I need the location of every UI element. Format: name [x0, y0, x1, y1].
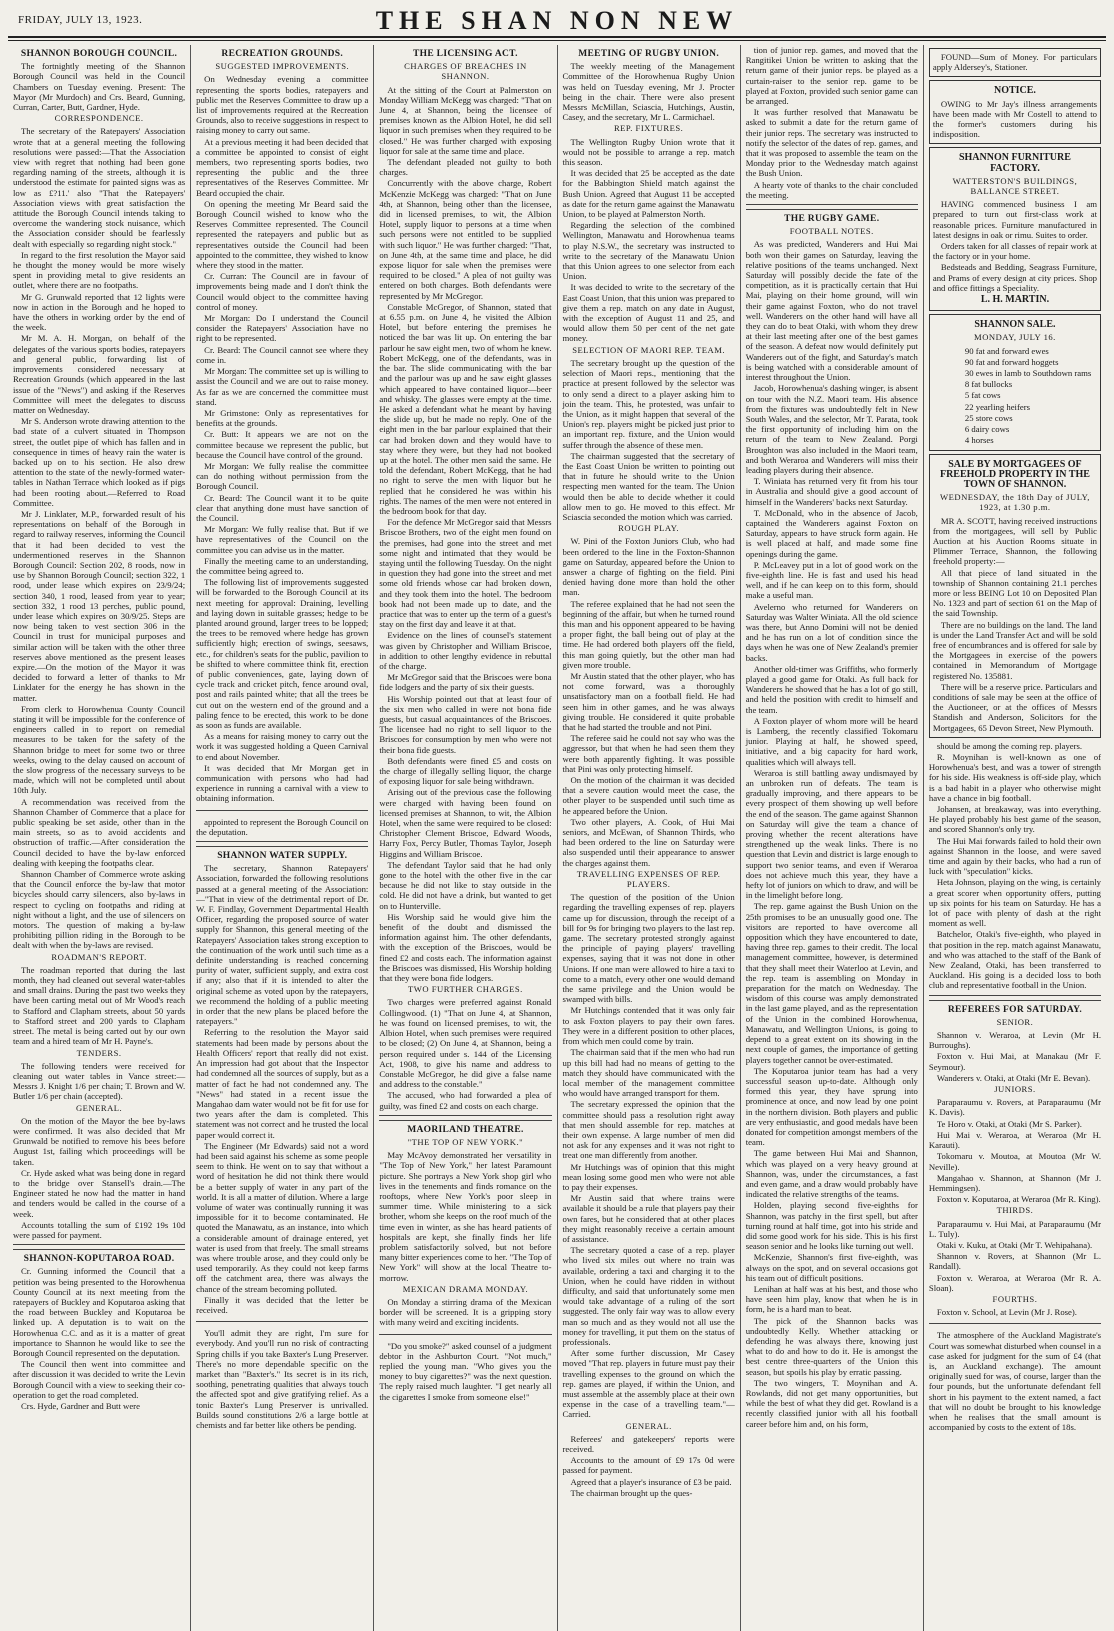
- article-paragraph: Agreed that a player's insurance of £3 be paid.: [570, 1476, 732, 1487]
- referee-entry: Mangahao v. Shannon, at Shannon (Mr J. Hemmingsen).: [928, 1172, 1102, 1193]
- article-paragraph: The referee explained that he had not seen the beginning of the affair, but when he turned round this man and his opponent appeared to be having a proper fight, the ball being out of play at the time. He had ordered both players off the field, this man going quietly, but the other man had given more trouble.: [562, 598, 735, 670]
- article-paragraph: Heta Johnson, playing on the wing, is certainly a great scorer when opportunity offers, putting up six points for his team on Saturday. He has a lot of pace with plenty of dash at the right moment as well.: [928, 877, 1102, 929]
- article-paragraph: Mr Grimstone: Only as representatives for benefits at the grounds.: [196, 407, 369, 429]
- advert-subheading: WATTERSTON'S BUILDINGS, BALLANCE STREET.: [952, 175, 1078, 197]
- article-paragraph: appointed to represent the Borough Council on the deputation.: [196, 816, 369, 837]
- article-paragraph: The secretary of the Ratepayers' Association wrote that at a general meeting the following resolutions were passed:—That the Association view with regret that nothing had been gone regarding naming of the streets, although it is understood the estimate for painted signs was as low as £?11.' also "That the Ratepayers' Association views with great satisfaction the attitude the Borough Council intends taking to overcome the wandering stock nuisance, which the Association consider should be fearlessly dealt with especially so regarding night stock.": [13, 126, 186, 249]
- article-paragraph: The defendant pleaded not guilty to both charges.: [379, 157, 552, 178]
- advert-signature: L. H. MARTIN.: [980, 294, 1050, 306]
- article-paragraph: A Foxton player of whom more will be heard is Lamberg, the recently classified Tokomaru junior. Playing at half, he showed speed, initiative, and a big capacity for hard work, qualities which will always tell.: [745, 715, 918, 767]
- sale-advert: [929, 314, 1101, 450]
- section-subheading: TRAVELLING EXPENSES OF REP. PLAYERS.: [576, 868, 721, 890]
- grade-heading: JUNIORS.: [994, 1084, 1036, 1095]
- article-paragraph: Crs. Hyde, Gardner and Butt were: [21, 1401, 140, 1411]
- section-subheading: SUGGESTED IMPROVEMENTS.: [215, 61, 350, 72]
- sale-item: 90 fat and forward ewes: [964, 345, 1049, 356]
- article-paragraph: Cr. Beard: The Council want it to be quite clear that anything done must have sanction of the Council.: [196, 492, 369, 523]
- article-paragraph: It was decided to write to the secretary of the East Coast Union, that this union was prepared to give them a rep. match on any date in August, with the exception of August 11 and 25, and would allow them 50 per cent of the net gate money.: [562, 282, 735, 344]
- article-heading: MAORILAND THEATRE.: [407, 1124, 524, 1135]
- section-subheading: GENERAL.: [625, 1420, 672, 1431]
- article-paragraph: Cr. Beard: The Council cannot see where they come in.: [196, 344, 369, 365]
- article-paragraph: McKenzie, Shannon's first five-eighth, was always on the spot, and on several occasions got his team out of difficult positions.: [745, 1252, 918, 1283]
- sale-item: 90 fat and forward hoggets: [964, 356, 1059, 367]
- notice-box: [929, 80, 1101, 144]
- article-paragraph: The defendant Taylor said that he had only gone to the hotel with the other five in the car because he did not like to stay outside in the cold. He did not have a drink, but wanted to get on to Hunterville.: [379, 859, 552, 911]
- article-paragraph: Referees' and gatekeepers' reports were received.: [562, 1433, 735, 1455]
- section-subheading: CORRESPONDENCE.: [54, 113, 144, 124]
- article-heading: THE RUGBY GAME.: [784, 214, 880, 225]
- article-paragraph: Mr Morgan: We fully realise the committee can do nothing without permission from the Borough Council.: [196, 460, 369, 492]
- article-paragraph: A recommendation was received from the Shannon Chamber of Commerce that a place for public speaking be set aside, other than in the main streets, so as to avoid accidents and obstruction of traffic.—After consideration the Council decided to have the by-law enforced dealing with keeping the footpaths clear.: [13, 796, 186, 868]
- grade-heading: FOURTHS.: [992, 1293, 1038, 1304]
- sale-item: 22 yearling heifers: [964, 401, 1030, 412]
- article-paragraph: T. Winiata has returned very fit from his tour in Australia and should give a good account of himself in the Wanderers' backs next Saturday.: [745, 476, 918, 507]
- notice-text: OWING to Mr Jay's illness arrangements have been made with Mr Costell to attend to the former's customers during his indisposition.: [932, 98, 1098, 140]
- notice-heading: NOTICE.: [993, 85, 1036, 97]
- article-paragraph: Mr Morgan: The committee set up is willing to assist the Council and we are out to raise money. As far as we are concerned the committee must stand.: [196, 366, 369, 407]
- article-paragraph: The Koputaroa junior team has had a very successful season up-to-date. Although only formed this year, they have sprung into prominence at once, and now lead by one point in the northern division. Both players and public are very enthusiastic, and good medals have been donated for competition amongst members of the team.: [745, 1065, 918, 1148]
- article-paragraph: Arising out of the previous case the following were charged with having been found on licensed premises at Shannon, to wit, the Albion Hotel, when the same were required to be closed: Christopher Clement Briscoe, Edward Woods, Harry Fox, Percy Butler, Thomas Taylor, Joseph Higgins and William Briscoe.: [379, 787, 552, 859]
- article-paragraph: The pick of the Shannon backs was undoubtedly Kelly. Whether attacking or defending he was always there, knowing just what to do and how to do it. He is amongst the best centre three-quarters of the Union this season, but spoils his play by erratic passing.: [745, 1315, 918, 1377]
- article-paragraph: should be among the coming rep. players.: [936, 740, 1083, 751]
- article-paragraph: T. McDonald, who in the absence of Jacob, captained the Wanderers against Foxton on Saturday, appears to have struck form again. He is well placed at half, and made some fine openings during the game.: [745, 507, 918, 559]
- article-paragraph: W. Pini of the Foxton Juniors Club, who had been ordered to the line in the Foxton-Shannon game on Saturday, appeared before the Union to answer a charge of fighting on the field. Pini denied having done more than hold the other man.: [562, 536, 735, 598]
- article-paragraph: Johansen, at breakaway, was into everything. He played probably his best game of the season, and scored Shannon's only try.: [928, 804, 1102, 835]
- article-paragraph: The chairman brought up the ques-: [570, 1487, 693, 1498]
- article-divider: [13, 1244, 185, 1250]
- article-paragraph: Mr G. Grunwald reported that 12 lights were now in action in the Borough and he hoped to have the others in working order by the end of the week.: [13, 291, 186, 333]
- column-4: [558, 45, 741, 1631]
- article-paragraph: Two other players, A. Cook, of Hui Mai seniors, and McEwan, of Shannon Thirds, who had been ordered to the line on Saturday were also suspended until their appearance to answer the charges against them.: [562, 816, 735, 868]
- article-heading: THE LICENSING ACT.: [413, 49, 518, 59]
- sale-item: 4 horses: [964, 435, 994, 446]
- article-paragraph: The weekly meeting of the Management Committee of the Horowhenua Rugby Union was held on Tuesday evening, Mr J. Procter being in the chair. There were also present Messrs McMillan, Sciascia, Hutchings, Austin, Casey, and the secretary, Mr L. Carmichael.: [562, 61, 735, 123]
- grade-heading: SENIOR.: [996, 1016, 1034, 1027]
- advert-text: HAVING commenced business I am prepared to turn out first-class work at reasonable prices. Furniture manufactured in latest designs in oak or rimu. Suites to order.: [932, 199, 1098, 240]
- article-paragraph: Batchelor, Otaki's five-eighth, who played in that position in the rep. match against Manawatu, and who was attached to the staff of the Bank of New Zealand, Otaki, has been transferred to Auckland. His going is a decided loss to both club and representative football in the Union.: [928, 929, 1102, 991]
- grade-heading: THIRDS.: [996, 1205, 1034, 1216]
- referee-entry: Wanderers v. Otaki, at Otaki (Mr E. Bevan).: [936, 1072, 1091, 1083]
- article-paragraph: Shannon Chamber of Commerce wrote asking that the Council enforce the by-law that motor bicycles should carry silencers, also by-laws in respect to cycling on footpaths and riding at night without a light, and the use of silencers on motors. The question of making a by-law prohibiting pillion riding in the Borough to be dealt with when the by-laws are revised.: [13, 869, 186, 951]
- article-paragraph: Both defendants were fined £5 and costs on the charge of illegally selling liquor, the charge of exposing liquor for sale being withdrawn.: [379, 755, 552, 787]
- article-paragraph: Lenihan at half was at his best, and those who have seen him play, know that when he is in form, he is a hard man to beat.: [745, 1283, 918, 1315]
- article-paragraph: Mr Morgan: Do I understand the Council consider the Ratepayers' Association have no right to be represented.: [196, 313, 369, 344]
- article-paragraph: The two wingers, T. Moynihan and A. Rowlands, did not get many opportunities, but while the best of what they did get. Rowland is a recently classified junior with all his football career before him and, on his form,: [745, 1377, 918, 1429]
- article-paragraph: As a means for raising money to carry out the work it was suggested holding a Queen Carnival to end about November.: [196, 731, 369, 762]
- article-paragraph: It was further resolved that Manawatu be asked to submit a date for the return game of their junior reps. The secretary was instructed to notify the selector of the dates of rep. games, and that it was proposed to assemble the team on the Monday prior to the Wednesday match against the Bush Union.: [745, 107, 918, 179]
- article-paragraph: The secretary brought up the question of the selection of Maori reps., mentioning that the practice at present followed by the selector was to only send a direct to a player asking him to join the team. This, he protested, was unfair to the Union, as it might happen that several of the Union's rep. players might be picked just prior to an important rep. fixture, and the Union would suffer through the absence of these men.: [562, 357, 735, 450]
- article-paragraph: Finally it was decided that the letter be received.: [196, 1294, 369, 1315]
- advert-heading: SALE BY MORTGAGEES OF FREEHOLD PROPERTY IN THE TOWN OF SHANNON.: [939, 458, 1090, 490]
- article-paragraph: It was decided that 25 be accepted as the date for the Babbington Shield match against the Bush Union. Agreed that August 11 be accepted as date for the return game against the Manawatu Union, to be played at Palmerston North.: [562, 168, 735, 220]
- article-paragraph: Mr J. Linklater, M.P., forwarded result of his representations on behalf of the Borough in regard to railway reserves, informing the Council that it had been decided to vest the undermentioned reserves in the Shannon Borough Council: Section 202, 8 roods, now in use by Shannon Borough Council; section 322, 1 rood, under lease which expires on 23/9/24; section 340, 1 rood, leased from year to year; section 332, 1 rood 13 perches, public pound, under lease which expires on 30/9/25. Steps are now being taken to vest section 306 in the Council in trust for municipal purposes and similar action will be taken with the other three reserves above mentioned as the present leases expire.—On the motion of the Mayor it was decided to forward a letter of thanks to Mr Linklater for the energy he has shown in the matter.: [13, 508, 186, 703]
- section-subheading: "THE TOP OF NEW YORK.": [407, 1136, 524, 1147]
- article-paragraph: tion of junior rep. games, and moved that the Rangitikei Union be written to asking that the return game of their junior reps. be played as a curtain-raiser to the senior rep. game to be played at Foxton, provided such senior game can be arranged.: [745, 45, 918, 107]
- section-subheading: TENDERS.: [76, 1047, 122, 1058]
- article-paragraph: It was decided that Mr Morgan get in communication with persons who had had experience in running a carnival with a view to obtaining information.: [196, 762, 369, 804]
- referee-entry: Shannon v. Rovers, at Shannon (Mr L. Randall).: [928, 1251, 1102, 1272]
- article-paragraph: Mr S. Anderson wrote drawing attention to the bad state of a culvert situated in Thompson street, the outlet pipe of which has fallen and in consequence in times of heavy rain the water is backed up on to his section. He also drew attention to the state of the newly-formed water-tables in Nathan Terrace which looked as if pigs had been rooting about.—Referred to Road Committee.: [13, 416, 186, 508]
- article-paragraph: The secretary quoted a case of a rep. player who lived six miles out where no train was available, ordering a taxi and charging it to the Union, when he could have ridden in without difficulty, and said that unfortunately some men would take advantage of a ruling of the sort suggested. The only fair way was to allow every man so much and as they would not all use the money for travelling, it put them on the status of professionals.: [562, 1245, 735, 1347]
- referee-entry: Te Horo v. Otaki, at Otaki (Mr S. Parker).: [936, 1118, 1082, 1129]
- article-paragraph: Cr. Butt: It appears we are not on the committee because we represent the public, but because the Council have control of the ground.: [196, 429, 369, 460]
- referee-entry: Paraparaumu v. Hui Mai, at Paraparaumu (Mr L. Tuly).: [928, 1218, 1102, 1239]
- section-subheading: GENERAL.: [75, 1102, 123, 1113]
- advert-heading: SHANNON FURNITURE FACTORY.: [958, 152, 1071, 174]
- article-paragraph: The referee said he could not say who was the aggressor, but that when he had seen them they were both apparently fighting. It was possible that Pini was only protecting himself.: [562, 733, 735, 774]
- column-2: [191, 45, 374, 1631]
- advertisement-text: You'll admit they are right, I'm sure for everybody. And you'll run no risk of contracting Spring chills if you take Baxter's Lung Preserver. There's no more dependable specific on the market than "Baxter's." Its secret is in its rich, soothing, penetrating qualities that always touch the affected spot and give gratifying relief. As a tonic Baxter's Lung Preserver is unrivalled. Builds sound constitutions 2/6 a large bottle at chemists and far better like others be pending.: [196, 1328, 369, 1430]
- article-paragraph: Mr McGregor said that the Briscoes were bona fide lodgers and the party of six their guests.: [379, 672, 552, 693]
- furniture-advert: [929, 147, 1101, 311]
- article-paragraph: Another old-timer was Griffiths, who formerly played a good game for Otaki. As full back for Wanderers he showed that he has a lot of go still, and held the position with credit to himself and the team.: [745, 663, 918, 715]
- sale-item: 8 fat bullocks: [964, 379, 1013, 390]
- article-paragraph: The accused, who had forwarded a plea of guilty, was fined £2 and costs on each charge.: [379, 1090, 552, 1111]
- sale-item: 30 ewes in lamb to Southdown rams: [964, 368, 1092, 379]
- article-paragraph: R. Moynihan is well-known as one of Horowhenua's best, and was a tower of strength for his side. His weakness is off-side play, which is a bad habit in a player who otherwise might have a chance in big football.: [928, 751, 1102, 803]
- advert-text: MR A. SCOTT, having received instructions from the mortgagees, will sell by Public Auction at his Auction Rooms situate in Plimmer Terrace, Shannon, the following freehold property:—: [932, 515, 1098, 567]
- article-paragraph: Constable McGregor, of Shannon, stated that at 6.55 p.m. on June 4, he visited the Albion Hotel, but before entering the premises he noticed the bar was lit up. On entering the bar parlour he saw eight men, two of whom he knew. Robert McKegg, one of the defendants, was in the bar. The slide communicating with the bar and the parlour was up and he saw eight glasses which appeared to have contained liquor—beer and whisky. The glasses were empty at the time. He asked a defendant what he meant by having the slide up, but he made no reply. One of the eight men in the bar parlour explained that their car had broken down and they would have to stay where they were, but they had not booked up at the hotel. The other men said the same. He told the defendant, Robert McKegg, that he had no right to serve the men with liquor but he replied that he considered he was within his rights. The names of the men were not entered in the bedroom book for that day.: [379, 301, 552, 516]
- referee-entry: Paraparaumu v. Rovers, at Paraparaumu (Mr K. Davis).: [928, 1097, 1102, 1118]
- article-paragraph: Weraroa is still battling away undismayed by an unbroken run of defeats. The team is gradually improving, and there appears to be every prospect of them showing up well before the end of the season. The game against Shannon on Saturday will give the team a chance of proving whether the recent alterations have strengthened up the weak links. There is no question that Levin and district is large enough to support two senior teams, and even if Weraroa does not achieve much this year, they have a hefty lot of juniors on which to draw, and will be in the limelight before long.: [745, 767, 918, 901]
- advert-text: Orders taken for all classes of repair work at the factory or in your home.: [932, 241, 1098, 262]
- article-paragraph: The Council then went into committee and after discussion it was decided to write the Levin Borough Council with a view to seeking their co-operation to get the road completed.: [13, 1359, 186, 1400]
- article-paragraph: May McAvoy demonstrated her versatility in "The Top of New York," her latest Paramount picture. She portrays a New York shop girl who lives in the tenements and finds romance on the rooftops, where New York's poor sleep in summer time. While ministering to a sick brother, whom she keeps on the roof much of the time even in winter, as she has heard patients of hospitals are kept, she finally finds her life problem satisfactorily solved, but not before many bitter experiences come to her. "The Top of New York" will show at the local Theatre to-morrow.: [379, 1150, 552, 1283]
- article-paragraph: A hearty vote of thanks to the chair concluded the meeting.: [745, 179, 918, 200]
- article-paragraph: Cr. Gunning informed the Council that a petition was being presented to the Horowhenua County Council at its next meeting from the ratepayers of Buckley and Koputaroa asking that the road between Buckley and Koputaroa be linked up. A deputation is to wait on the Horowhenua C.C. and as it is a matter of great importance to Shannon he would like to see the Borough Council represented on the deputation.: [13, 1266, 186, 1358]
- article-paragraph: Finally the meeting came to an understanding, the committee being agreed to.: [196, 555, 369, 576]
- referee-entry: Hui Mai v. Weraroa, at Weraroa (Mr H. Karauti).: [928, 1129, 1102, 1151]
- masthead: [8, 4, 1106, 38]
- section-subheading: MEXICAN DRAMA MONDAY.: [402, 1283, 529, 1294]
- article-paragraph: Mr Hutchings contended that it was only fair to ask Foxton players to pay their own fares. They were in a different position to other places, from which men could come by train.: [562, 1005, 735, 1047]
- article-paragraph: Mr Austin said that where trains were available it should be a rule that players pay their own fares, but he considered that at other places they might reasonably receive a certain amount of assistance.: [562, 1193, 735, 1244]
- section-subheading: SELECTION OF MAORI REP. TEAM.: [572, 344, 725, 355]
- article-paragraph: The following list of improvements suggested will be forwarded to the Borough Council at its next meeting for approval: Draining, levelling and laying down in suitable grasses; hedge to be planted around ground, larger trees to be lopped; the trees to be removed where hedge has grown sufficiently high; erection of swings, seesaws, etc., for children's seats for the public, pavilion to be shifted to where committee think fit, erection of public conveniences, gate, laying down of cycle track and cricket pitch, fence around oval, post and rails painted white; that all the trees be cut out on the western end of the ground and a paling fence to be erected, this work to be done as soon as funds are available.: [196, 577, 369, 730]
- article-paragraph: Mr M. A. H. Morgan, on behalf of the delegates of the various sports bodies, ratepayers and general public, forwarding list of improvements considered necessary at Recreation Grounds (which appeared in the last issue of the "News") and asking if the Reserves Committee will meet the delegates to discuss matter on Wednesday.: [13, 333, 186, 415]
- article-paragraph: Referring to the resolution the Mayor said statements had been made by persons about the Health Officers' report that really did not exist. An impression had got about that the Inspector had condemned all the sources of supply, but as a matter of fact he had not condemned any. The "News" had stated in a recent issue the Mangahao dam water would not be fit for use for two years after the dam is completed. This statement was not correct and he trusted the local paper would correct it.: [196, 1027, 369, 1140]
- referee-entry: Foxton v. Hui Mai, at Manakau (Mr F. Seymour).: [928, 1051, 1102, 1072]
- advert-text: Bedsteads and Bedding, Seagrass Furniture, and Prams of every design at city prices. Shop and office fittings a Speciality.: [932, 262, 1098, 293]
- article-paragraph: Avelerno who returned for Wanderers on Saturday was Walter Winiata. All the old science was there, but Anno Domini will not be denied and he has run on a lot of condition since the days when he was one of New Zealand's premier backs.: [745, 601, 918, 663]
- article-divider: [929, 995, 1101, 1001]
- sale-item: 5 fat cows: [964, 390, 1001, 401]
- column-6: [924, 45, 1106, 1631]
- classified-text: FOUND—Sum of Money. For particulars apply Aldersey's, Stationer.: [932, 52, 1098, 73]
- article-paragraph: After some further discussion, Mr Casey moved "That rep. players in future must pay their travelling expenses to the ground on which the rep. games are played, if within the Union, and must assemble at the assembly place at their own expense in the case of a travelling team."—Carried.: [562, 1348, 735, 1420]
- columns: [8, 45, 1106, 1631]
- article-paragraph: Regarding the selection of the combined Wellington, Manawatu and Horowhenua teams to play N.S.W., the secretary was instructed to write to the secretary of the Manawatu Union that this Union agrees to one selector from each Union.: [562, 220, 735, 282]
- article-paragraph: Evidence on the lines of counsel's statement was given by Christopher and William Briscoe, in addition to other lengthy evidence in rebuttal of the charge.: [379, 630, 552, 671]
- article-paragraph: As was predicted, Wanderers and Hui Mai both won their games on Saturday, leaving the relative positions of the teams unchanged. Next Saturday will possibly decide the fate of the competition, as it is practically certain that Hui Mai, playing on their home ground, will win their game against Foxton, who do not travel well. Wanderers on the other hand will have all they can do to beat Otaki, with whom they drew at their last meeting after one of the best games of the season. A defeat now would definitely put Wanderers out of the fight, and Saturday's match is being watched with a considerable amount of interest throughout the Union.: [745, 239, 918, 383]
- article-paragraph: The secretary, Shannon Ratepayers' Association, forwarded the following resolutions passed at a general meeting of the Association:—"That in view of the detrimental report of Dr. W. F. Findlay, Government Departmental Health Officer, regarding the proposed source of water supply for Shannon, this general meeting of the Ratepayers' Association takes strong exception to the continuation of the work until such time as a definite understanding is reached concerning purity of water, sufficient supply, and extra cost if any; also that if it is intended to alter the original scheme as voted upon by the ratepayers, we recommend the holding of a public meeting in order that the new plans be placed before the ratepayers.": [196, 863, 369, 1027]
- article-paragraph: The chairman suggested that the secretary of the East Coast Union be written to pointing out that in future he should write to the Union respecting men wanted for the team. The Union would then be able to decide whether it could allow men to go. He moved to this effect. Mr Sciascia seconded the motion which was carried.: [562, 450, 735, 522]
- article-paragraph: Accounts totalling the sum of £192 19s 10d were passed for payment.: [13, 1219, 186, 1240]
- section-subheading: REP. FIXTURES.: [613, 123, 684, 134]
- column-5: [741, 45, 924, 1631]
- article-paragraph: His Worship pointed out that at least four of the six men who called in were not bona fide guests, but casual acquaintances of the Briscoes. The licensee had no right to sell liquor to the Briscoes for consumption by men who were not their bona fide guests.: [379, 693, 552, 755]
- referee-entry: Foxton v. Weraroa, at Weraroa (Mr R. A. Sloan).: [928, 1272, 1102, 1293]
- section-subheading: FOOTBALL NOTES.: [789, 226, 874, 237]
- column-3: [374, 45, 557, 1631]
- issue-date: FRIDAY, JULY 13, 1923.: [18, 14, 143, 26]
- article-paragraph: Mr Austin stated that the other player, who has not come forward, was a thoroughly unsatisfactory man on a football field. He had seen him in other games, and he was always giving trouble. He considered it quite probable that he had started the trouble and not Pini.: [562, 670, 735, 732]
- article-paragraph: Concurrently with the above charge, Robert McKenzie McKegg was charged: "That on June 4th, at Shannon, being other than the licensee, did in licensed premises, to wit, the Albion Hotel, supply liquor to persons at a time when such persons were not entitled to be supplied with such liquor." He was further charged: "That, on June 4th, at the same time and place, he did expose liquor for sale when the premises were required to be closed." A plea of not guilty was entered on both charges. Both defendants were represented by Mr McGregor.: [379, 178, 552, 301]
- article-paragraph: His Worship said he would give him the benefit of the doubt and dismissed the information against him. The other defendants, with the exception of the Briscoes, would be fined £2 and costs each. The information against the Briscoes was dismissed, His Worship holding that they were bona fide lodgers.: [379, 911, 552, 984]
- article-paragraph: On Wednesday evening a committee representing the sports bodies, ratepayers and public met the Reserves Committee to draw up a list of improvements required at the Recreation Grounds, also to receive suggestions in respect to raising money to carry out same.: [196, 74, 369, 136]
- newspaper-title: THE SHAN NON NEW: [375, 6, 739, 35]
- article-paragraph: Cr. Curran: The Council are in favour of improvements being made and I don't think the Council would object to the committee having control of money.: [196, 271, 369, 312]
- article-divider: [929, 1323, 1101, 1324]
- sale-item: 6 dairy cows: [964, 424, 1010, 435]
- article-paragraph: For the defence Mr McGregor said that Messrs Briscoe Brothers, two of the eight men found on the premises, had gone into the street and met some night and intimated that they would be staying until the following Tuesday. On the night in question they had gone into the street and met some old friends whose car had broken down, and they took them into the hotel. The bedroom book had not been made up to date, and the practice that was to enter up the term of a guest's stay on the first day and leave it at that.: [379, 517, 552, 630]
- article-paragraph: The secretary expressed the opinion that the committee should pass a resolution right away that men should assemble for rep. matches at their own expense. A large number of men did not ask for any expenses and it was not right to treat one man differently from another.: [562, 1099, 735, 1161]
- article-paragraph: Holden, playing second five-eighths for Shannon, was patchy in the first spell, but after turning round at half time, got into his stride and did some good work for his side. This is his first season senior and he looks like turning out well.: [745, 1200, 918, 1252]
- article-paragraph: The roadman reported that during the last month, they had cleaned out several water-tables and small drains. During the past two weeks they have been carting metal out of Mr Wood's reach to Stafford and Clapham streets, about 50 yards to Stafford street and 200 yards to Clapham street. The metal is being carted out by our own team and a hired team of Mr H. Payne's.: [13, 964, 186, 1047]
- sale-item: 25 store cows: [964, 412, 1013, 423]
- column-1: [8, 45, 191, 1631]
- article-paragraph: On Monday a stirring drama of the Mexican border will be screened. It is a gripping story with many weird and exciting incidents.: [379, 1296, 552, 1328]
- article-paragraph: The atmosphere of the Auckland Magistrate's Court was somewhat disturbed when counsel in a case asked for judgment for the sum of £4 (that is, an Auckland exchange). The amount originally sued for was, of course, larger than the four pounds, but the unfortunate defendant fell short in his payment to the extent named, a fact that will no doubt be brought to his knowledge when he realises that the small amount is accompanied by costs to the extent of 18s.: [928, 1330, 1102, 1433]
- section-subheading: ROUGH PLAY.: [618, 523, 680, 534]
- article-paragraph: Accounts to the amount of £9 17s 0d were passed for payment.: [562, 1455, 735, 1476]
- referee-entry: Otaki v. Kuku, at Otaki (Mr T. Wehipahana).: [936, 1239, 1093, 1250]
- sale-date: MONDAY, JULY 16.: [974, 332, 1056, 343]
- advert-text: There are no buildings on the land. The land is under the Land Transfer Act and will be sold free of encumbrances and is offered for sale by the Mortgagees in exercise of the powers contained in Memorandum of Mortgage registered No. 135881.: [932, 619, 1098, 681]
- article-paragraph: The Engineer (Mr Edwards) said not a word had been said against his scheme as some people seem to think. He went on to say that without a word of hesitation he did not think there would be a better supply of water in any part of the world. It is all a matter of dilution. Where a large volume of water was continually running it was impossible for it to become contaminated. He quoted the Manawatu, as an instance, into which a considerable amount of drainage entered, yet water is used from that freely. The small streams was where trouble arose, and they could only be used temporarily. As they could not keep farms off the catchment area, there was always the chance of the stream becoming polluted.: [196, 1140, 369, 1294]
- article-paragraph: The following tenders were received for cleaning out water tables in Vance street:—Messrs J. Knight 1/6 per chain; T. Brown and W. Butler 1/6 per chain (accepted).: [13, 1060, 186, 1102]
- article-paragraph: The question of the position of the Union regarding the travelling expenses of rep. players came up for discussion, through the receipt of a bill for 9s for bringing two players to the last rep. game. The secretary protested strongly against the principle of paying players' travelling expenses, saying that it was not done in other Unions. If one man were allowed to hire a taxi to come to a match, every other one would demand the same privilege and the Union would be swamped with bills.: [562, 892, 735, 1005]
- article-paragraph: Mr Hutchings was of opinion that this might mean losing some good men who were not able to pay their expenses.: [562, 1161, 735, 1192]
- advert-heading: SHANNON SALE.: [974, 319, 1056, 331]
- article-paragraph: On the motion of the chairman it was decided that a severe caution would meet the case, the other player to be suspended until such time as he appeared before the Union.: [562, 775, 735, 816]
- article-paragraph: "Do you smoke?" asked counsel of a judgment debtor in the Ashburton Court. "Not much," replied the young man. "Who gives you the money to buy cigarettes?" was the next question. The reply raised much laughter. "I get nearly all the cigarettes I smoke from someone else!": [379, 1340, 552, 1402]
- referee-entry: Shannon v. Weraroa, at Levin (Mr H. Burroughs).: [928, 1030, 1102, 1051]
- article-divider: [379, 1334, 551, 1335]
- advert-text: All that piece of land situated in the township of Shannon containing 21.1 perches more or less BEING Lot 10 on Deposited Plan No. 1323 and part of section 61 on the Map of the said Township.: [932, 567, 1098, 619]
- classified-found: [929, 48, 1101, 77]
- advert-text: There will be a reserve price. Particulars and conditions of sale may be seen at the office of the Auctioneer, or at the offices of Messrs Standish and Anderson, Solicitors for the Mortgagees, 65 Devon Street, New Plymouth.: [932, 681, 1098, 733]
- article-heading: SHANNON WATER SUPPLY.: [217, 851, 348, 862]
- article-paragraph: On opening the meeting Mr Beard said the Borough Council wished to know who the Reserves Committee represented. The Council represented the ratepayers and public but as representatives outside the Council had been appointed to the committee, they wished to know where they stood in the matter.: [196, 198, 369, 271]
- article-paragraph: The Hui Mai forwards failed to hold their own against Shannon in the loose, and were saved time and again by their backs, who had a run of luck with "speculation" kicks.: [928, 835, 1102, 877]
- article-paragraph: The chairman said that if the men who had run up this bill had had no means of getting to the match they should have communicated with the local member of the management committee who would have arranged transport for them.: [562, 1047, 735, 1099]
- section-subheading: ROADMAN'S REPORT.: [51, 951, 147, 962]
- article-paragraph: Mr Morgan: We fully realise that. But if we have representatives of the Council on the committee you can advise us in the matter.: [196, 524, 369, 555]
- article-heading: SHANNON-KOPUTAROA ROAD.: [23, 1254, 175, 1265]
- article-paragraph: In regard to the first resolution the Mayor said he thought the money would be more wisely spent in providing metal to give residents an outlet, where there are no footpaths.: [13, 249, 186, 291]
- article-paragraph: Two charges were preferred against Ronald Collingwood. (1) "That on June 4, at Shannon, he was found on licensed premises, to wit, the Albion Hotel, when such premises were required to be closed; (2) On June 4, at Shannon, being a person required under s. 144 of the Licensing Act, 1908, to give his name and address to Constable McGregor, he did give a false name and address to the constable.": [379, 997, 552, 1090]
- section-subheading: CHARGES OF BREACHES IN SHANNON.: [404, 61, 527, 82]
- article-paragraph: Jacob, Horowhenua's dashing winger, is absent on tour with the N.Z. Maori team. His absence from the fixtures was undoubtedly felt in New South Wales, and the selector, Mr T. Parata, took the first opportunity of including him on the return of the team to New Zealand. Porgi Broughton was also included in the Maori team, and both Weraroa and Wanderers will miss their leading players during their absence.: [745, 383, 918, 475]
- article-paragraph: On the motion of the Mayor the bee by-laws were confirmed. It was also decided that Mr Grunwald be notified to remove his bees before August 1st, failing which proceedings will be taken.: [13, 1115, 186, 1167]
- mortgagee-sale-advert: [929, 454, 1101, 738]
- article-paragraph: From clerk to Horowhenua County Council stating it will be impossible for the conference of engineers called in to report on remedial measures to be taken for the safety of the Shannon bridge to meet for some two or three weeks, owing to the delay caused on account of the slow progress of the necessary surveys to be made, which will not be completed until about 10th July.: [13, 703, 186, 796]
- sale-date: WEDNESDAY, the 18th Day of JULY, 1923, at 1.30 p.m.: [940, 492, 1090, 513]
- article-paragraph: The Wellington Rugby Union wrote that it would not be possible to arrange a rep. match this season.: [562, 136, 735, 168]
- article-paragraph: The rep. game against the Bush Union on the 25th promises to be an unusually good one. The visitors are reported to have overcome all opposition which they have encountered to date, having three rep. games to their credit. The local management committee, however, is determined that they shall meet their Waterloo at Levin, and the rep. team is assembling on Monday in preparation for the match on Wednesday. The wisdom of this course was amply demonstrated in the last game played, and as the representation of the Union in the combined Horowhenua, Manawatu, and Wellington Unions, is going to depend to a great extent on its showing in the next couple of games, the importance of getting players together cannot be over-estimated.: [745, 901, 918, 1065]
- article-paragraph: At a previous meeting it had been decided that a committee be appointed to consist of eight members, two representing sports bodies, two representing the public and the three representatives of the Reserves Committee. Mr Beard occupied the chair.: [196, 136, 369, 198]
- article-divider: [196, 1321, 368, 1322]
- article-heading: RECREATION GROUNDS.: [221, 49, 344, 59]
- referee-entry: Tokomaru v. Moutoa, at Moutoa (Mr W. Neville).: [928, 1151, 1102, 1172]
- article-paragraph: The game between Hui Mai and Shannon, which was played on a very heavy ground at Shannon, was, under the circumstances, a fast and even game, and a draw would probably have indicated the relative strengths of the teams.: [745, 1148, 918, 1200]
- article-heading: REFEREES FOR SATURDAY.: [947, 1004, 1083, 1015]
- article-paragraph: At the sitting of the Court at Palmerston on Monday William McKegg was charged: "That on June 4, at Shannon, being the licensee of premises known as the Albion Hotel, he did sell liquor in such premises when they required to be closed." He was further charged with exposing liquor for sale at the same time and place.: [379, 84, 552, 156]
- article-heading: SHANNON BOROUGH COUNCIL.: [20, 49, 178, 59]
- referee-entry: Foxton v. Koputaroa, at Weraroa (Mr R. King).: [936, 1194, 1101, 1205]
- article-paragraph: Cr. Hyde asked what was being done in regard to the bridge over Stansell's drain.—The Engineer stated he now had the matter in hand and tenders would be called in the course of a week.: [13, 1167, 186, 1219]
- section-subheading: TWO FURTHER CHARGES.: [408, 984, 523, 995]
- article-heading: MEETING OF RUGBY UNION.: [578, 49, 719, 59]
- article-divider: [746, 204, 918, 210]
- referee-entry: Foxton v. School, at Levin (Mr J. Rose).: [936, 1307, 1077, 1318]
- article-divider: [379, 1115, 551, 1121]
- article-divider: [196, 841, 368, 847]
- article-paragraph: P. McLeavey put in a lot of good work on the five-eighth line. He is fast and used his head well, and if he can keep on to this form, should make a useful man.: [745, 559, 918, 601]
- masthead-rule: [8, 38, 1106, 41]
- article-paragraph: The fortnightly meeting of the Shannon Borough Council was held in the Council Chambers on Tuesday evening. Present: The Mayor (Mr Murdoch) and Crs. Beard, Gunning, Curran, Carter, Butt, Gardner, Hyde.: [13, 61, 186, 113]
- article-divider: [196, 810, 368, 811]
